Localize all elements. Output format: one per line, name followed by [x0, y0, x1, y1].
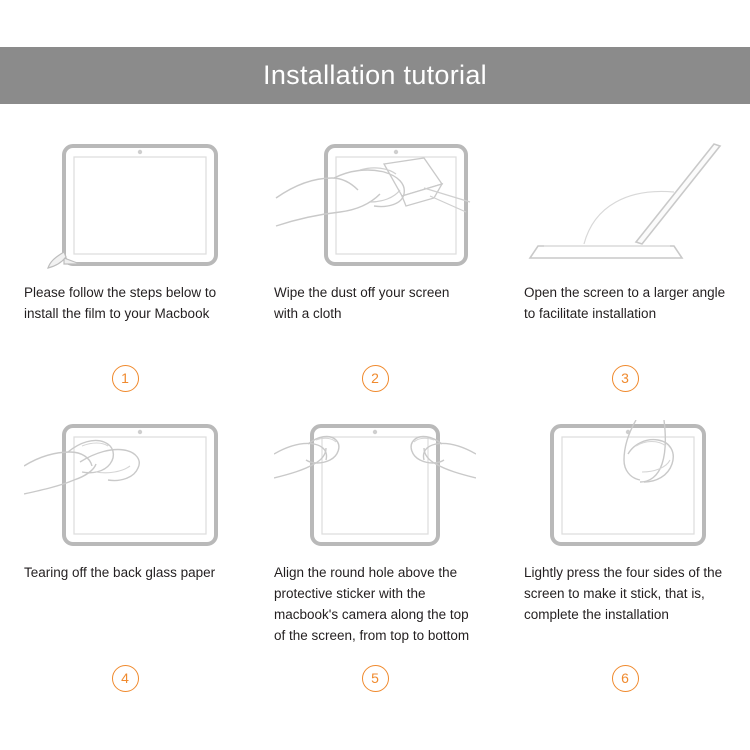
tablet-screen-with-peeling-film-icon [24, 140, 226, 270]
step-card-1 [0, 124, 250, 404]
hands-peeling-back-paper-icon [24, 420, 226, 550]
illustration-5 [274, 420, 476, 550]
step-card-4 [0, 404, 250, 704]
step-card-6 [500, 404, 750, 704]
step-number-4 [0, 665, 250, 692]
step-number-badge: 5 [362, 665, 389, 692]
illustration-3 [524, 140, 726, 270]
hand-wiping-screen-with-cloth-icon [274, 140, 476, 270]
step-number-5 [250, 665, 500, 692]
step-caption-2: Wipe the dust off your screen with a cloth [274, 285, 450, 321]
step-number-badge: 2 [362, 365, 389, 392]
step-card-2 [250, 124, 500, 404]
illustration-6 [524, 420, 726, 550]
steps-grid [0, 124, 750, 704]
step-caption-4: Tearing off the back glass paper [24, 565, 216, 580]
step-caption-6: Lightly press the four sides of the screen to make it stick, that is, complete the installation [524, 565, 723, 622]
illustration-2 [274, 140, 476, 270]
step-card-3 [500, 124, 750, 404]
step-number-6 [500, 665, 750, 692]
step-number-badge: 4 [112, 665, 139, 692]
step-number-3 [500, 365, 750, 392]
step-number-badge: 3 [612, 365, 639, 392]
illustration-1 [24, 140, 226, 270]
step-card-5 [250, 404, 500, 704]
step-number-2 [250, 365, 500, 392]
laptop-opened-wide-angle-icon [524, 140, 726, 270]
step-caption-1: Please follow the steps below to install the film to your Macbook [24, 285, 217, 321]
step-caption-3: Open the screen to a larger angle to facilitate installation [524, 285, 726, 321]
step-number-badge: 1 [112, 365, 139, 392]
step-number-badge: 6 [612, 665, 639, 692]
page-title: Installation tutorial [263, 60, 487, 90]
two-hands-aligning-film-on-screen-icon [274, 420, 476, 550]
hand-pressing-screen-edges-icon [524, 420, 726, 550]
illustration-4 [24, 420, 226, 550]
step-caption-5: Align the round hole above the protective sticker with the macbook's camera along the top of the screen, from top to bottom [274, 565, 470, 643]
step-number-1 [0, 365, 250, 392]
